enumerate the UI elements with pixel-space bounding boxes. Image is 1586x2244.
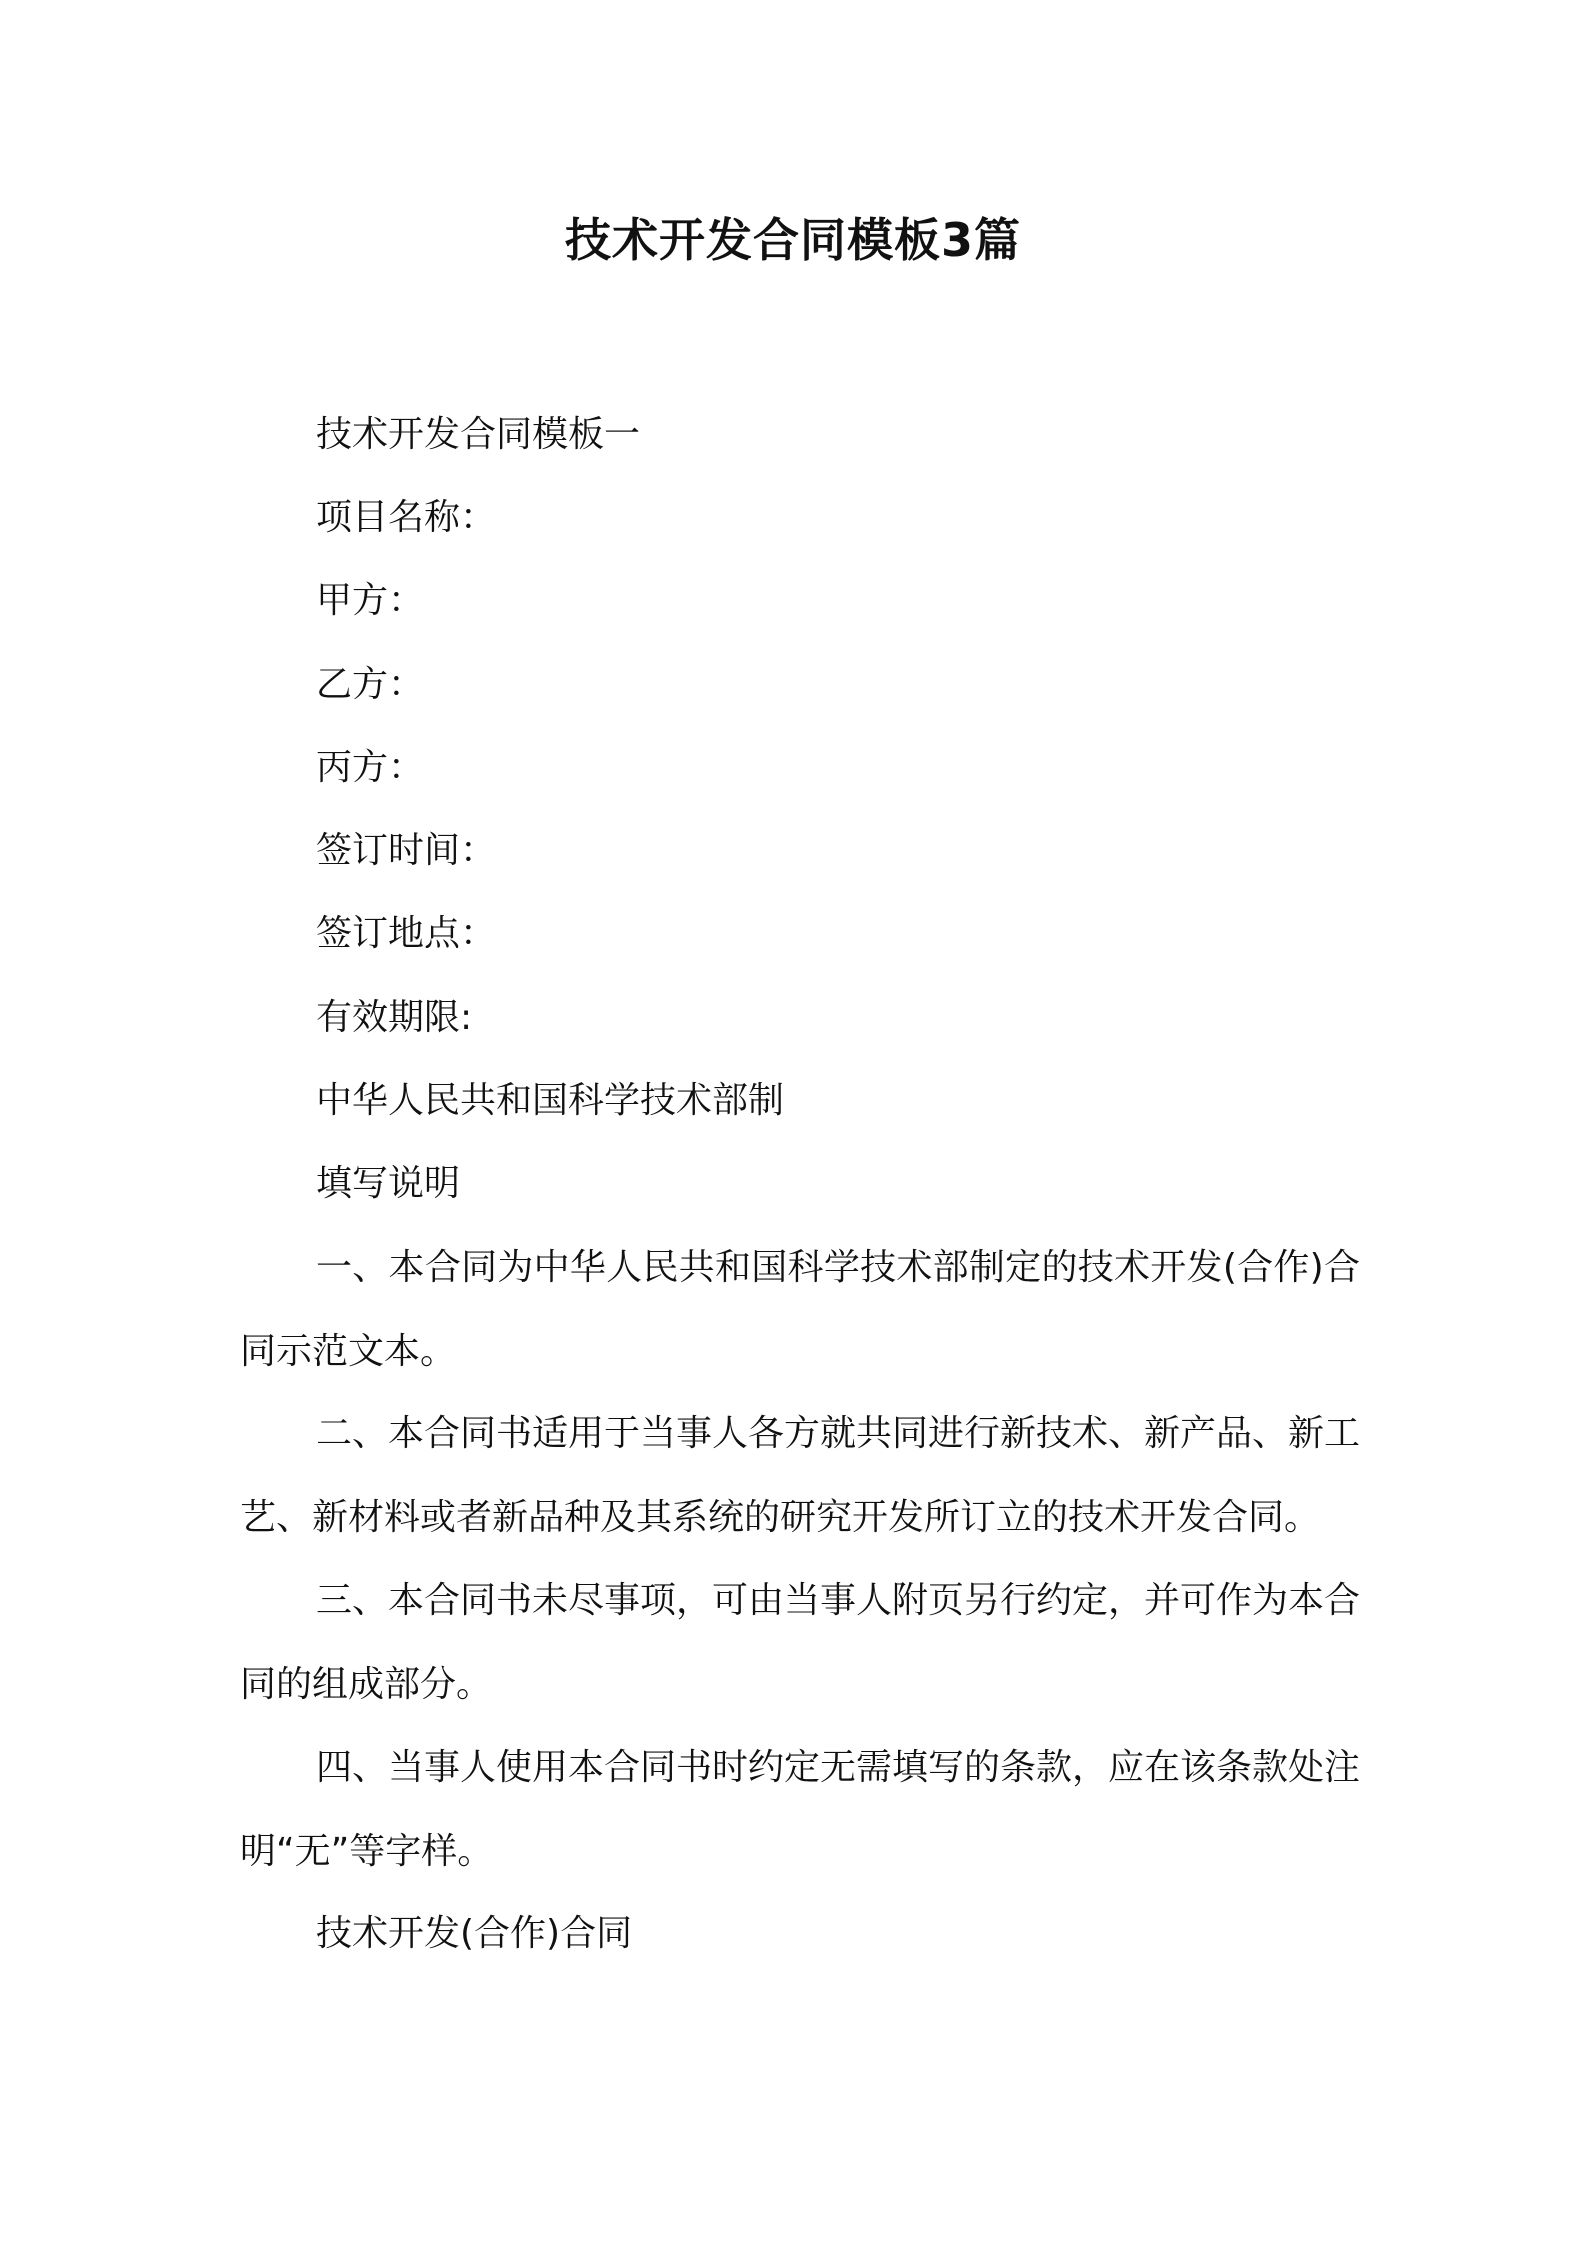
instruction-paragraph-1: 一、本合同为中华人民共和国科学技术部制定的技术开发(合作)合同示范文本。 bbox=[240, 1247, 1360, 1372]
field-validity-period: 有效期限: bbox=[316, 997, 473, 1038]
contract-subtitle: 技术开发(合作)合同 bbox=[316, 1913, 633, 1954]
field-party-b: 乙方： bbox=[316, 664, 425, 705]
instruction-paragraph-4: 四、当事人使用本合同书时约定无需填写的条款，应在该条款处注明“无”等字样。 bbox=[240, 1747, 1361, 1872]
template-heading: 技术开发合同模板一 bbox=[316, 414, 641, 455]
issuer-line: 中华人民共和国科学技术部制 bbox=[316, 1080, 785, 1121]
field-party-c: 丙方： bbox=[316, 747, 425, 788]
field-project-name: 项目名称： bbox=[316, 497, 497, 538]
instructions-heading: 填写说明 bbox=[316, 1163, 461, 1204]
field-signing-time: 签订时间： bbox=[316, 830, 497, 871]
document-title: 技术开发合同模板3篇 bbox=[564, 213, 1021, 267]
field-signing-place: 签订地点： bbox=[316, 913, 497, 954]
instruction-paragraph-2: 二、本合同书适用于当事人各方就共同进行新技术、新产品、新工艺、新材料或者新品种及其系统的研究开发所订立的技术开发合同。 bbox=[240, 1413, 1361, 1538]
field-party-a: 甲方： bbox=[316, 580, 425, 621]
instruction-paragraph-3: 三、本合同书未尽事项，可由当事人附页另行约定，并可作为本合同的组成部分。 bbox=[240, 1580, 1361, 1705]
